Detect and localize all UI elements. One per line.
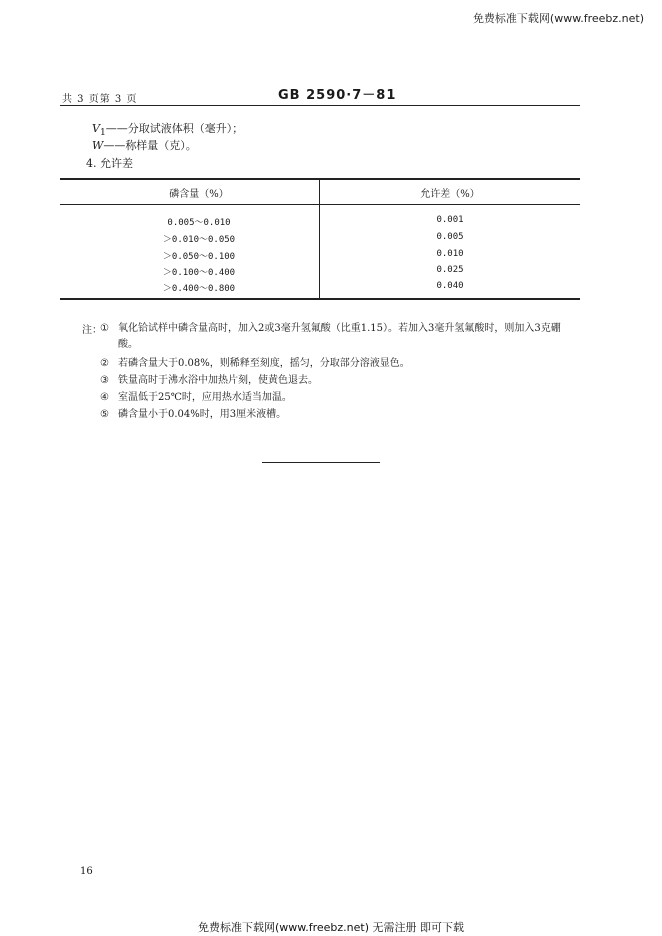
table-cell-tolerance: 0.040 bbox=[436, 281, 464, 291]
note-number: ① bbox=[100, 323, 109, 334]
table-bottom-rule bbox=[60, 298, 580, 300]
table-cell-tolerance: 0.010 bbox=[436, 249, 464, 259]
note-text: 室温低于25℃时，应用热水适当加温。 bbox=[118, 392, 292, 403]
table-cell-range: ＞0.010～0.050 bbox=[162, 235, 236, 245]
note-text: 氧化铪试样中磷含量高时，加入2或3毫升氢氟酸（比重1.15）。若加入3毫升氢氟酸时，则加入3克硼 bbox=[118, 323, 561, 334]
table-header-phosphorus: 磷含量（%） bbox=[169, 189, 229, 200]
note-text: 磷含量小于0.04%时，用3厘米液槽。 bbox=[118, 409, 287, 420]
notes-label: 注： bbox=[82, 325, 102, 336]
note-item bbox=[100, 356, 410, 372]
table-cell-tolerance: 0.025 bbox=[436, 265, 464, 275]
variable-symbol: W bbox=[92, 139, 104, 152]
variable-description: ——分取试液体积（毫升）； bbox=[105, 122, 244, 135]
note-number: ⑤ bbox=[100, 409, 109, 420]
watermark-top: 免费标准下载网(www.freebz.net) bbox=[472, 12, 644, 25]
variable-description: ——称样量（克）。 bbox=[103, 139, 197, 152]
table-header-rule bbox=[60, 204, 580, 205]
end-rule bbox=[262, 462, 380, 463]
table-column-divider bbox=[319, 180, 320, 298]
table-cell-range: 0.005～0.010 bbox=[167, 218, 231, 228]
header-rule bbox=[60, 105, 580, 106]
note-number: ③ bbox=[100, 375, 109, 386]
note-number: ④ bbox=[100, 392, 109, 403]
note-text: 若磷含量大于0.08%，则稀释至刻度，摇匀，分取部分溶液显色。 bbox=[118, 358, 410, 369]
note-item bbox=[100, 373, 318, 389]
table-cell-range: ＞0.100～0.400 bbox=[162, 268, 236, 278]
variable-v1 bbox=[92, 120, 243, 138]
table-cell-range: ＞0.050～0.100 bbox=[162, 252, 236, 262]
variable-symbol: V bbox=[92, 122, 100, 135]
note-number: ② bbox=[100, 358, 109, 369]
table-cell-range: ＞0.400～0.800 bbox=[162, 284, 236, 294]
page-number: 16 bbox=[80, 866, 93, 877]
variable-subscript: 1 bbox=[99, 127, 106, 139]
table-top-rule bbox=[60, 178, 580, 180]
note-item bbox=[100, 321, 561, 350]
table-cell-tolerance: 0.001 bbox=[436, 215, 464, 225]
standard-number: GB 2590·7－81 bbox=[278, 88, 397, 103]
note-continuation: 酸。 bbox=[118, 339, 138, 350]
table-header-tolerance: 允许差（%） bbox=[420, 189, 480, 200]
section-heading: 4. 允许差 bbox=[86, 157, 133, 170]
page-count: 共 3 页第 3 页 bbox=[62, 94, 138, 105]
note-item bbox=[100, 407, 286, 423]
note-text: 铁量高时于沸水浴中加热片刻，使黄色退去。 bbox=[118, 375, 318, 386]
variable-w bbox=[92, 137, 197, 153]
watermark-bottom: 免费标准下载网(www.freebz.net) 无需注册 即可下载 bbox=[197, 921, 465, 934]
table-cell-tolerance: 0.005 bbox=[436, 232, 464, 242]
note-item bbox=[100, 390, 292, 406]
